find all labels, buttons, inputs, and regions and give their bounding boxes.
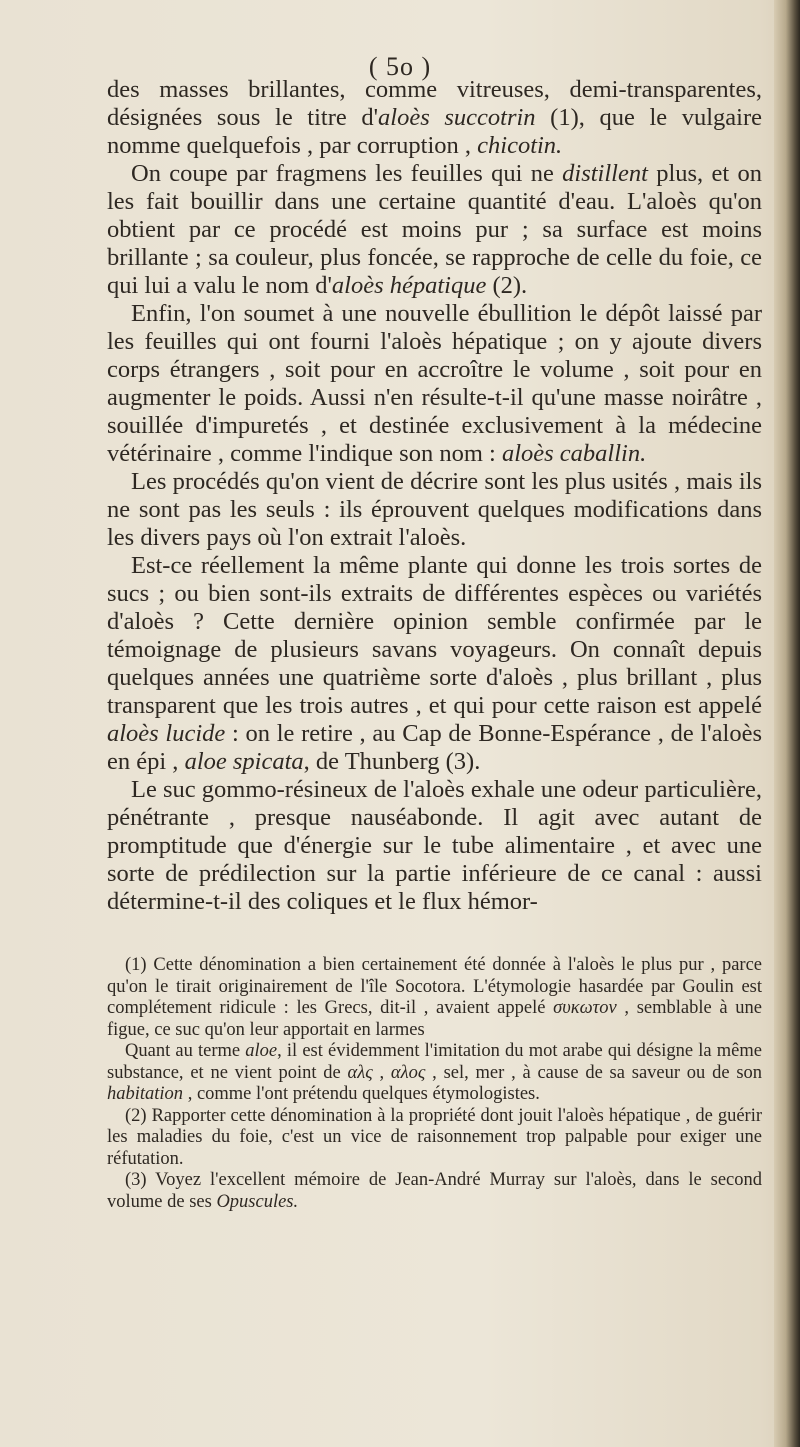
footnotes [107,955,762,1213]
main-text [107,76,762,916]
paragraph: Le suc gommo-résineux de l'aloès exhale une odeur particulière, pénétrante , presque nauséabonde. Il agit avec autant de promptitude que d'énergie sur le tube alimentaire , et avec une sorte de prédilection sur la partie inférieure de ce canal : aussi détermine-t-il des coliques et le flux hémor- [107,776,762,915]
footnote: (3) Voyez l'excellent mémoire de Jean-André Murray sur l'aloès, dans le second volume de ses Opuscules. [107,1170,762,1212]
paragraph: On coupe par fragmens les feuilles qui ne distillent plus, et on les fait bouillir dans une certaine quantité d'eau. L'aloès qu'on obtient par ce procédé est moins pur ; sa surface est moins brillante ; sa couleur, plus foncée, se rapproche de celle du foie, ce qui lui a valu le nom d'aloès hépatique (2). [107,160,762,299]
paragraph: Est-ce réellement la même plante qui donne les trois sortes de sucs ; ou bien sont-ils extraits de différentes espèces ou variétés d'aloès ? Cette dernière opinion semble confirmée par le témoignage de plusieurs savans voyageurs. On connaît depuis quelques années une quatrième sorte d'aloès , plus brillant , plus transparent que les trois autres , et qui pour cette raison est appelé aloès lucide : on le retire , au Cap de Bonne-Espérance , de l'aloès en épi , aloe spicata, de Thunberg (3). [107,552,762,775]
page-number: ( 5o ) [368,52,432,81]
paragraph: des masses brillantes, comme vitreuses, demi-transparentes, désignées sous le titre d'aloès succotrin (1), que le vulgaire nomme quelquefois , par corruption , chicotin. [107,76,762,159]
paragraph: Enfin, l'on soumet à une nouvelle ébullition le dépôt laissé par les feuilles qui ont fourni l'aloès hépatique ; on y ajoute divers corps étrangers , soit pour en accroître le volume , soit pour en augmenter le poids. Aussi n'en résulte-t-il qu'une masse noirâtre , souillée d'impuretés , et destinée exclusivement à la médecine vétérinaire , comme l'indique son nom : aloès caballin. [107,300,762,467]
footnote: (2) Rapporter cette dénomination à la propriété dont jouit l'aloès hépatique , de guérir les maladies du foie, c'est un vice de raisonnement trop palpable pour exiger une réfutation. [107,1105,762,1169]
footnote: (1) Cette dénomination a bien certainement été donnée à l'aloès le plus pur , parce qu'on le tirait originairement de l'île Socotora. L'étymologie hasardée par Goulin est complétement ridicule : les Grecs, dit-il , avaient appelé συκωτον , semblable à une figue, ce suc qu'on leur apportait en larmes [107,955,762,1040]
paragraph: Les procédés qu'on vient de décrire sont les plus usités , mais ils ne sont pas les seuls : ils éprouvent quelques modifications dans les divers pays où l'on extrait l'aloès. [107,468,762,551]
page-edge-shadow [774,0,800,1447]
footnote: Quant au terme aloe, il est évidemment l'imitation du mot arabe qui désigne la même substance, et ne vient point de αλς , αλος , sel, mer , à cause de sa saveur ou de son habitation , comme l'ont prétendu quelques étymologistes. [107,1041,763,1104]
